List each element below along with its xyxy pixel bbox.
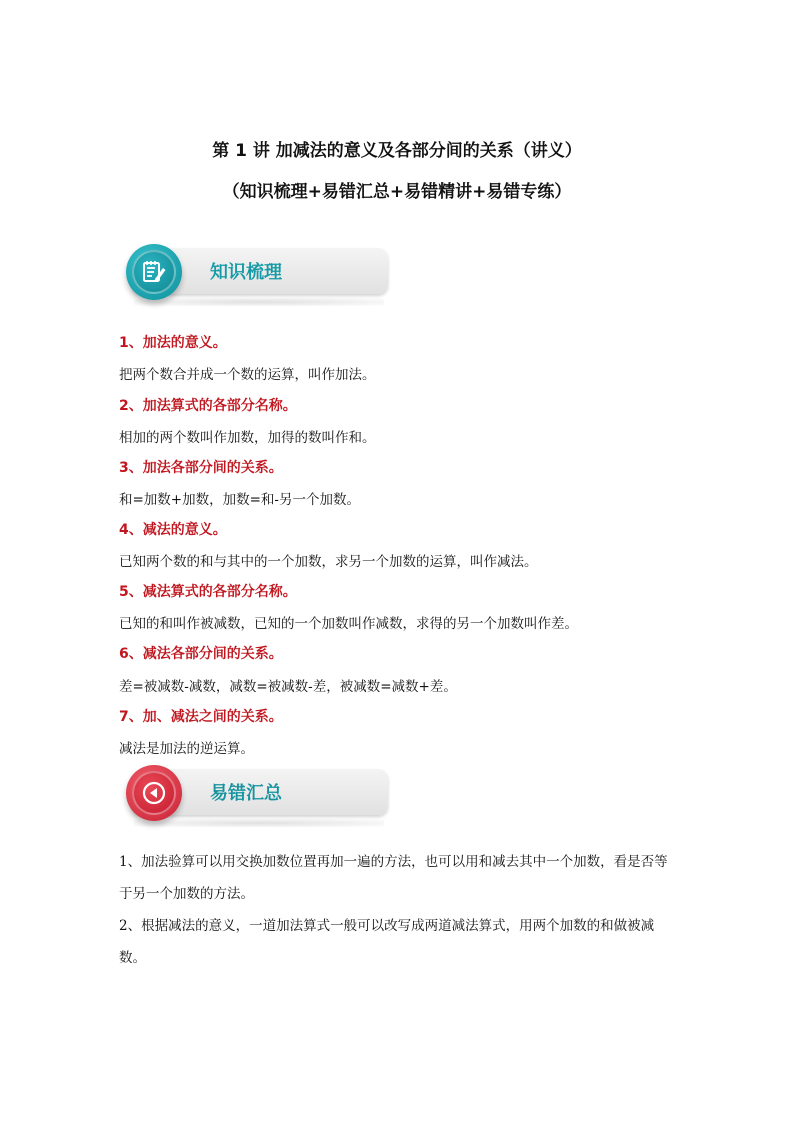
play-back-icon [141, 780, 167, 806]
section-label: 知识梳理 [210, 262, 282, 283]
banner-shadow [134, 819, 384, 827]
banner-icon-circle [126, 244, 182, 300]
section-banner-knowledge [120, 246, 390, 296]
mistake-item: 2、根据减法的意义，一道加法算式一般可以改写成两道减法算式，用两个加数的和做被减数。 [119, 918, 655, 966]
item-heading: 5、减法算式的各部分名称。 [119, 584, 297, 600]
notepad-pencil-icon [141, 259, 167, 285]
item-heading: 7、加、减法之间的关系。 [119, 709, 283, 725]
item-text: 和=加数+加数，加数=和-另一个加数。 [119, 492, 360, 508]
banner-shadow [134, 298, 384, 306]
item-text: 差=被减数-减数，减数=被减数-差，被减数=减数+差。 [119, 679, 457, 695]
item-text: 减法是加法的逆运算。 [119, 741, 254, 757]
item-heading: 2、加法算式的各部分名称。 [119, 398, 297, 414]
item-text: 已知两个数的和与其中的一个加数，求另一个加数的运算，叫作减法。 [119, 554, 538, 570]
page-title: 第 1 讲 加减法的意义及各部分间的关系（讲义） [212, 141, 582, 161]
item-heading: 1、加法的意义。 [119, 335, 227, 351]
item-text: 已知的和叫作被减数，已知的一个加数叫作减数，求得的另一个加数叫作差。 [119, 616, 578, 632]
section-banner-mistakes [120, 767, 390, 817]
page-subtitle: （知识梳理+易错汇总+易错精讲+易错专练） [222, 182, 572, 202]
item-heading: 3、加法各部分间的关系。 [119, 460, 283, 476]
item-heading: 4、减法的意义。 [119, 522, 227, 538]
mistake-item: 1、加法验算可以用交换加数位置再加一遍的方法，也可以用和减去其中一个加数，看是否等于另一个加数的方法。 [119, 854, 668, 902]
item-text: 把两个数合并成一个数的运算，叫作加法。 [119, 367, 376, 383]
banner-icon-circle [126, 765, 182, 821]
item-text: 相加的两个数叫作加数，加得的数叫作和。 [119, 430, 376, 446]
item-heading: 6、减法各部分间的关系。 [119, 646, 283, 662]
section-label: 易错汇总 [210, 783, 282, 804]
